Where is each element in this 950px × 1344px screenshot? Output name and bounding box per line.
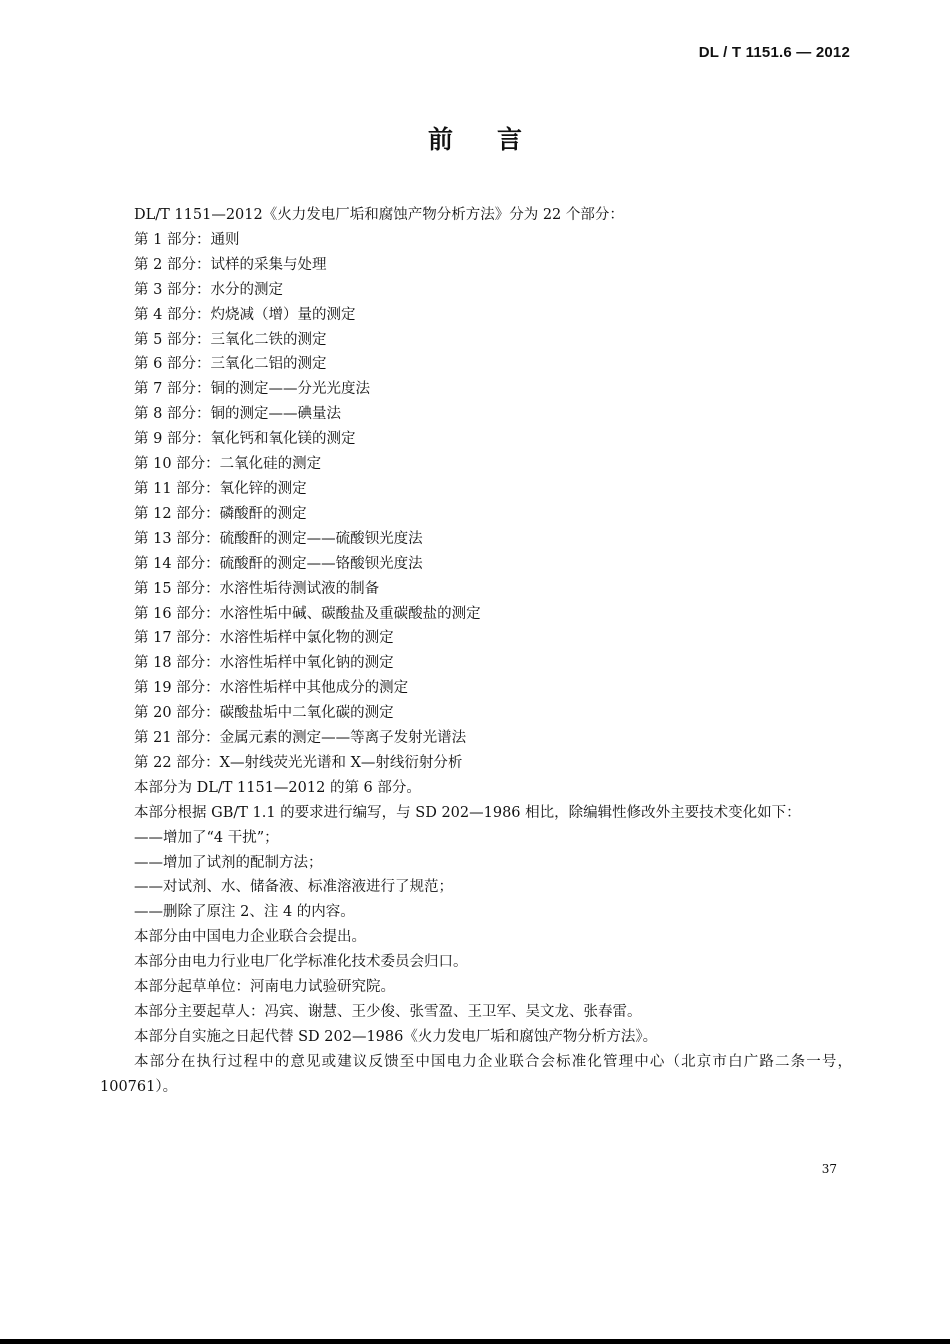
part-list-item: 第 12 部分：磷酸酐的测定 (134, 505, 307, 522)
part-list-item: 第 7 部分：铜的测定——分光光度法 (134, 381, 370, 398)
part-list-item: 第 9 部分：氧化钙和氧化镁的测定 (134, 431, 356, 448)
part-list-item: 第 17 部分：水溶性垢样中氯化物的测定 (134, 630, 394, 647)
proposed-by-paragraph: 本部分由中国电力企业联合会提出。 (134, 929, 366, 946)
part-list-item: 第 8 部分：铜的测定——碘量法 (134, 406, 341, 423)
part-list-item: 第 14 部分：硫酸酐的测定——铬酸钡光度法 (134, 555, 423, 572)
page-number: 37 (821, 1162, 837, 1176)
part-list-item: 第 2 部分：试样的采集与处理 (134, 256, 327, 273)
part-list-item: 第 15 部分：水溶性垢待测试液的制备 (134, 580, 380, 597)
replaces-paragraph: 本部分自实施之日起代替 SD 202—1986《火力发电厂垢和腐蚀产物分析方法》。 (134, 1028, 658, 1045)
part-list-item: 第 21 部分：金属元素的测定——等离子发射光谱法 (134, 730, 467, 747)
change-list-item: ——对试剂、水、储备液、标准溶液进行了规范； (134, 879, 453, 896)
change-list-item: ——删除了原注 2、注 4 的内容。 (134, 904, 355, 921)
part-list-item: 第 1 部分：通则 (134, 231, 240, 248)
part-list-item: 第 4 部分：灼烧减（增）量的测定 (134, 306, 356, 323)
this-part-paragraph: 本部分为 DL/T 1151—2012 的第 6 部分。 (134, 779, 421, 796)
feedback-paragraph: 本部分在执行过程中的意见或建议反馈至中国电力企业联合会标准化管理中心（北京市白广路二条一号，100761）。 (100, 1053, 852, 1095)
part-list-item: 第 18 部分：水溶性垢样中氧化钠的测定 (134, 655, 394, 672)
drafting-unit-paragraph: 本部分起草单位：河南电力试验研究院。 (134, 979, 395, 996)
managed-by-paragraph: 本部分由电力行业电厂化学标准化技术委员会归口。 (134, 954, 468, 971)
bottom-rule (0, 1339, 950, 1344)
part-list-item: 第 3 部分：水分的测定 (134, 281, 283, 298)
change-list-item: ——增加了“4 干扰”； (134, 829, 279, 846)
drafters-paragraph: 本部分主要起草人：冯宾、谢慧、王少俊、张雪盈、王卫军、吴文龙、张春雷。 (134, 1004, 642, 1020)
page-title: 前言 (427, 125, 566, 154)
part-list-item: 第 6 部分：三氧化二铝的测定 (134, 356, 327, 373)
part-list-item: 第 5 部分：三氧化二铁的测定 (134, 331, 327, 348)
changes-intro-paragraph: 本部分根据 GB/T 1.1 的要求进行编写，与 SD 202—1986 相比，除编辑性修改外主要技术变化如下： (134, 804, 801, 821)
standard-code-header: DL / T 1151.6 — 2012 (698, 44, 850, 61)
part-list-item: 第 22 部分：X—射线荧光光谱和 X—射线衍射分析 (134, 754, 463, 771)
part-list-item: 第 16 部分：水溶性垢中碱、碳酸盐及重碳酸盐的测定 (134, 605, 481, 622)
part-list-item: 第 19 部分：水溶性垢样中其他成分的测定 (134, 680, 409, 697)
part-list-item: 第 10 部分：二氧化硅的测定 (134, 456, 322, 473)
part-list-item: 第 20 部分：碳酸盐垢中二氧化碳的测定 (134, 705, 394, 722)
part-list-item: 第 13 部分：硫酸酐的测定——硫酸钡光度法 (134, 530, 423, 547)
foreword-body (100, 203, 852, 1100)
change-list-item: ——增加了试剂的配制方法； (134, 854, 323, 871)
part-list-item: 第 11 部分：氧化锌的测定 (134, 480, 307, 497)
intro-paragraph: DL/T 1151—2012《火力发电厂垢和腐蚀产物分析方法》分为 22 个部分： (134, 207, 624, 223)
